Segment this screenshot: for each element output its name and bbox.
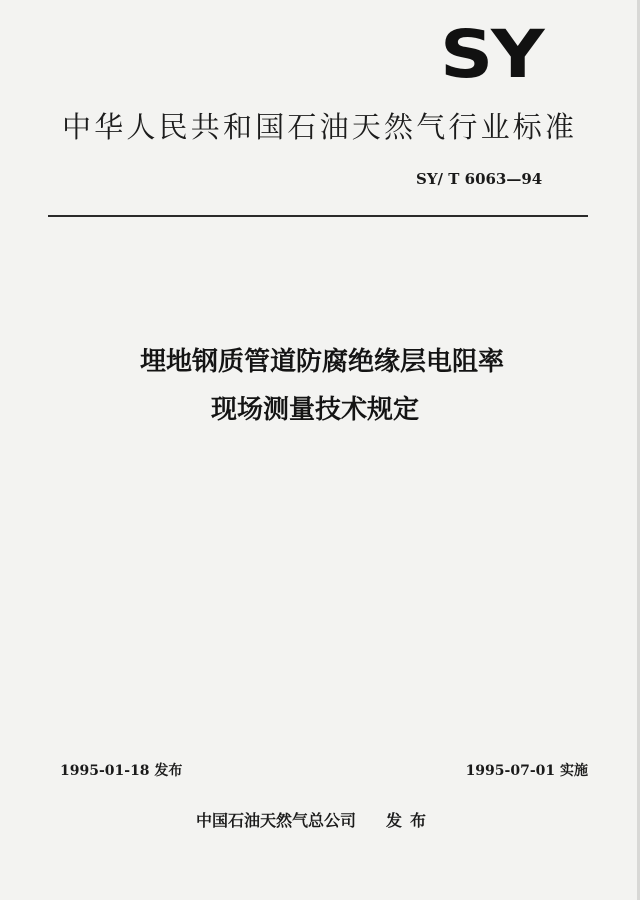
document-title [0, 338, 640, 434]
title-line-1: 埋地钢质管道防腐绝缘层电阻率 [139, 347, 504, 377]
publisher-name: 中国石油天然气总公司 [196, 811, 357, 830]
issue-date: 1995-01-18 发布 [60, 763, 183, 779]
implement-date: 1995-07-01 实施 [465, 763, 588, 779]
header-divider [48, 215, 588, 217]
publish-action: 发布 [386, 811, 435, 830]
publisher-line [196, 808, 434, 831]
title-line-2: 现场测量技术规定 [210, 395, 419, 425]
sy-logo: SY [440, 16, 543, 93]
standard-code: SY/ T 6063—94 [416, 170, 543, 188]
organization-title: 中华人民共和国石油天然气行业标准 [62, 110, 578, 144]
